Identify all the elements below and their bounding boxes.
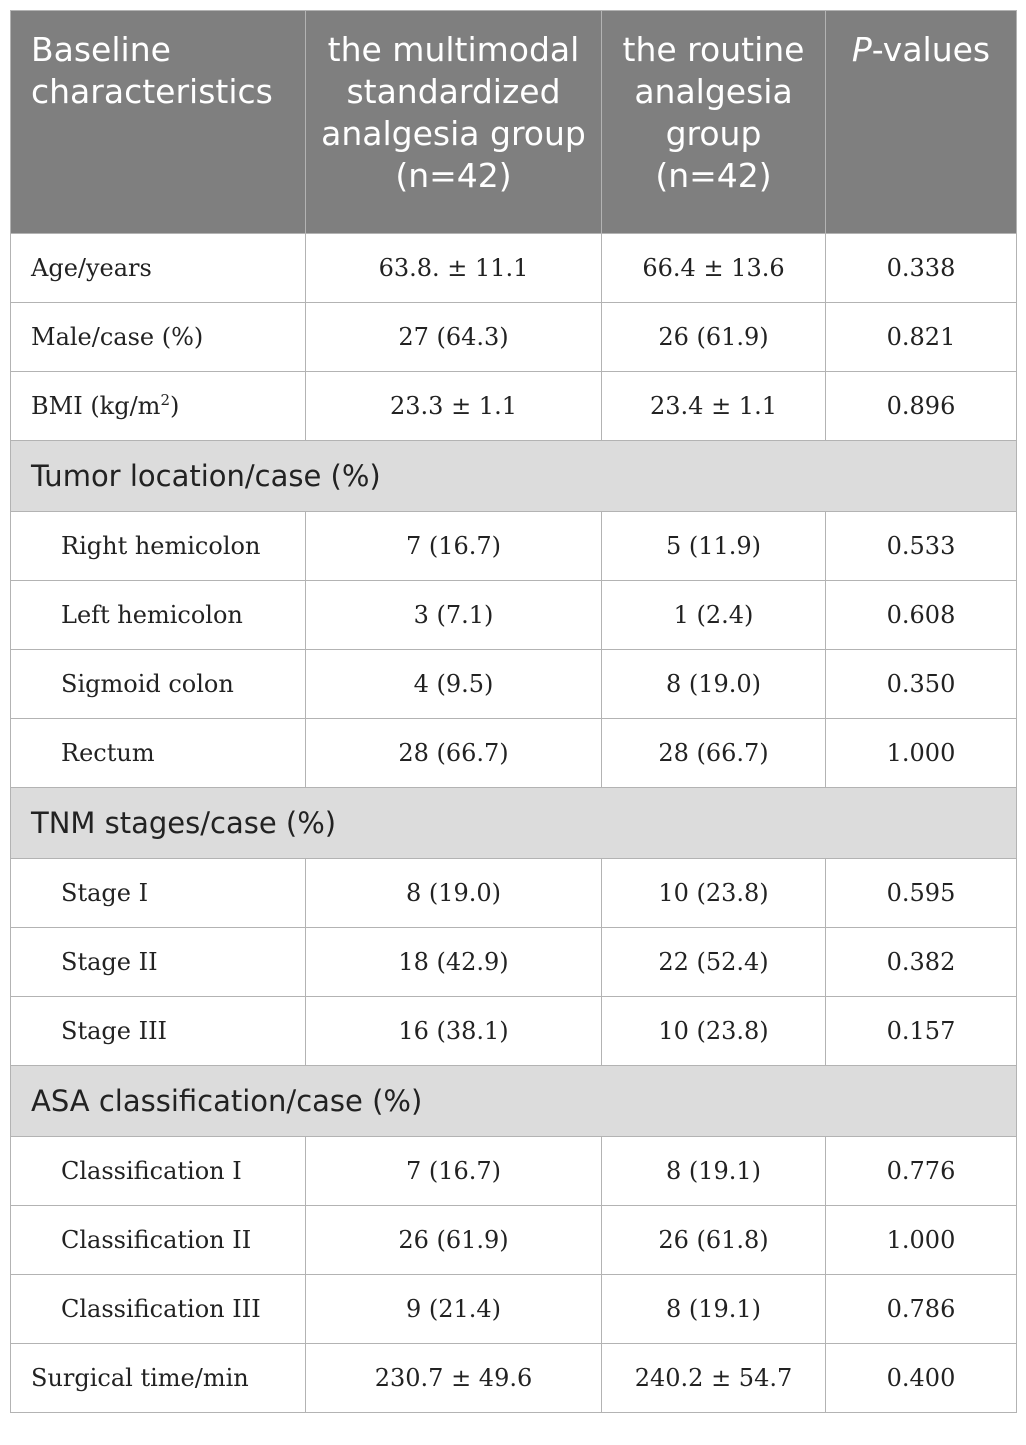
row-label: Classification I	[11, 1137, 306, 1206]
routine-value: 5 (11.9)	[602, 512, 826, 581]
section-label: Tumor location/case (%)	[11, 441, 1017, 512]
table-row	[11, 234, 1017, 303]
table-row	[11, 859, 1017, 928]
routine-value: 8 (19.1)	[602, 1137, 826, 1206]
bmi-label: BMI (kg/m	[31, 392, 161, 420]
routine-value: 10 (23.8)	[602, 859, 826, 928]
routine-value: 22 (52.4)	[602, 928, 826, 997]
p-value: 0.595	[826, 859, 1017, 928]
bmi-label-end: )	[169, 392, 180, 420]
row-label: Male/case (%)	[11, 303, 306, 372]
p-value: 1.000	[826, 719, 1017, 788]
multimodal-value: 27 (64.3)	[306, 303, 602, 372]
routine-value: 8 (19.0)	[602, 650, 826, 719]
multimodal-value: 7 (16.7)	[306, 1137, 602, 1206]
p-value: 0.157	[826, 997, 1017, 1066]
section-row-tumor	[11, 441, 1017, 512]
p-value: 0.896	[826, 372, 1017, 441]
multimodal-value: 230.7 ± 49.6	[306, 1344, 602, 1413]
p-value: 1.000	[826, 1206, 1017, 1275]
row-label: Right hemicolon	[11, 512, 306, 581]
p-value: 0.350	[826, 650, 1017, 719]
section-row-tnm	[11, 788, 1017, 859]
row-label: Rectum	[11, 719, 306, 788]
bmi-superscript: 2	[160, 391, 170, 409]
p-italic: P	[851, 30, 872, 69]
routine-value: 26 (61.8)	[602, 1206, 826, 1275]
multimodal-value: 7 (16.7)	[306, 512, 602, 581]
row-label: Sigmoid colon	[11, 650, 306, 719]
header-row	[11, 11, 1017, 234]
p-value: 0.608	[826, 581, 1017, 650]
p-value: 0.400	[826, 1344, 1017, 1413]
table-row	[11, 1206, 1017, 1275]
p-value: 0.533	[826, 512, 1017, 581]
p-value: 0.382	[826, 928, 1017, 997]
multimodal-value: 3 (7.1)	[306, 581, 602, 650]
row-label: Surgical time/min	[11, 1344, 306, 1413]
multimodal-value: 4 (9.5)	[306, 650, 602, 719]
p-value: 0.821	[826, 303, 1017, 372]
routine-value: 66.4 ± 13.6	[602, 234, 826, 303]
routine-value: 28 (66.7)	[602, 719, 826, 788]
multimodal-value: 9 (21.4)	[306, 1275, 602, 1344]
p-value: 0.776	[826, 1137, 1017, 1206]
table-row	[11, 1344, 1017, 1413]
header-baseline: Baseline characteristics	[11, 11, 306, 234]
table-row	[11, 1275, 1017, 1344]
routine-value: 1 (2.4)	[602, 581, 826, 650]
routine-value: 23.4 ± 1.1	[602, 372, 826, 441]
row-label: Age/years	[11, 234, 306, 303]
routine-value: 26 (61.9)	[602, 303, 826, 372]
table-row	[11, 581, 1017, 650]
routine-value: 240.2 ± 54.7	[602, 1344, 826, 1413]
header-routine-group: the routine analgesia group (n=42)	[602, 11, 826, 234]
table-row	[11, 372, 1017, 441]
table-row	[11, 997, 1017, 1066]
section-label: TNM stages/case (%)	[11, 788, 1017, 859]
row-label	[11, 372, 306, 441]
row-label: Stage III	[11, 997, 306, 1066]
routine-value: 10 (23.8)	[602, 997, 826, 1066]
p-values-rest: -values	[871, 30, 991, 69]
multimodal-value: 63.8. ± 11.1	[306, 234, 602, 303]
multimodal-value: 28 (66.7)	[306, 719, 602, 788]
table-row	[11, 650, 1017, 719]
section-row-asa	[11, 1066, 1017, 1137]
routine-value: 8 (19.1)	[602, 1275, 826, 1344]
header-p-values	[826, 11, 1017, 234]
table-row	[11, 719, 1017, 788]
multimodal-value: 23.3 ± 1.1	[306, 372, 602, 441]
row-label: Stage I	[11, 859, 306, 928]
row-label: Stage II	[11, 928, 306, 997]
row-label: Classification II	[11, 1206, 306, 1275]
table-row	[11, 303, 1017, 372]
multimodal-value: 26 (61.9)	[306, 1206, 602, 1275]
table-row	[11, 1137, 1017, 1206]
p-value: 0.338	[826, 234, 1017, 303]
baseline-table	[10, 10, 1017, 1413]
multimodal-value: 8 (19.0)	[306, 859, 602, 928]
multimodal-value: 18 (42.9)	[306, 928, 602, 997]
multimodal-value: 16 (38.1)	[306, 997, 602, 1066]
p-value: 0.786	[826, 1275, 1017, 1344]
table-row	[11, 512, 1017, 581]
table-row	[11, 928, 1017, 997]
section-label: ASA classification/case (%)	[11, 1066, 1017, 1137]
row-label: Left hemicolon	[11, 581, 306, 650]
row-label: Classification III	[11, 1275, 306, 1344]
header-multimodal-group: the multimodal standardized analgesia group (n=42)	[306, 11, 602, 234]
